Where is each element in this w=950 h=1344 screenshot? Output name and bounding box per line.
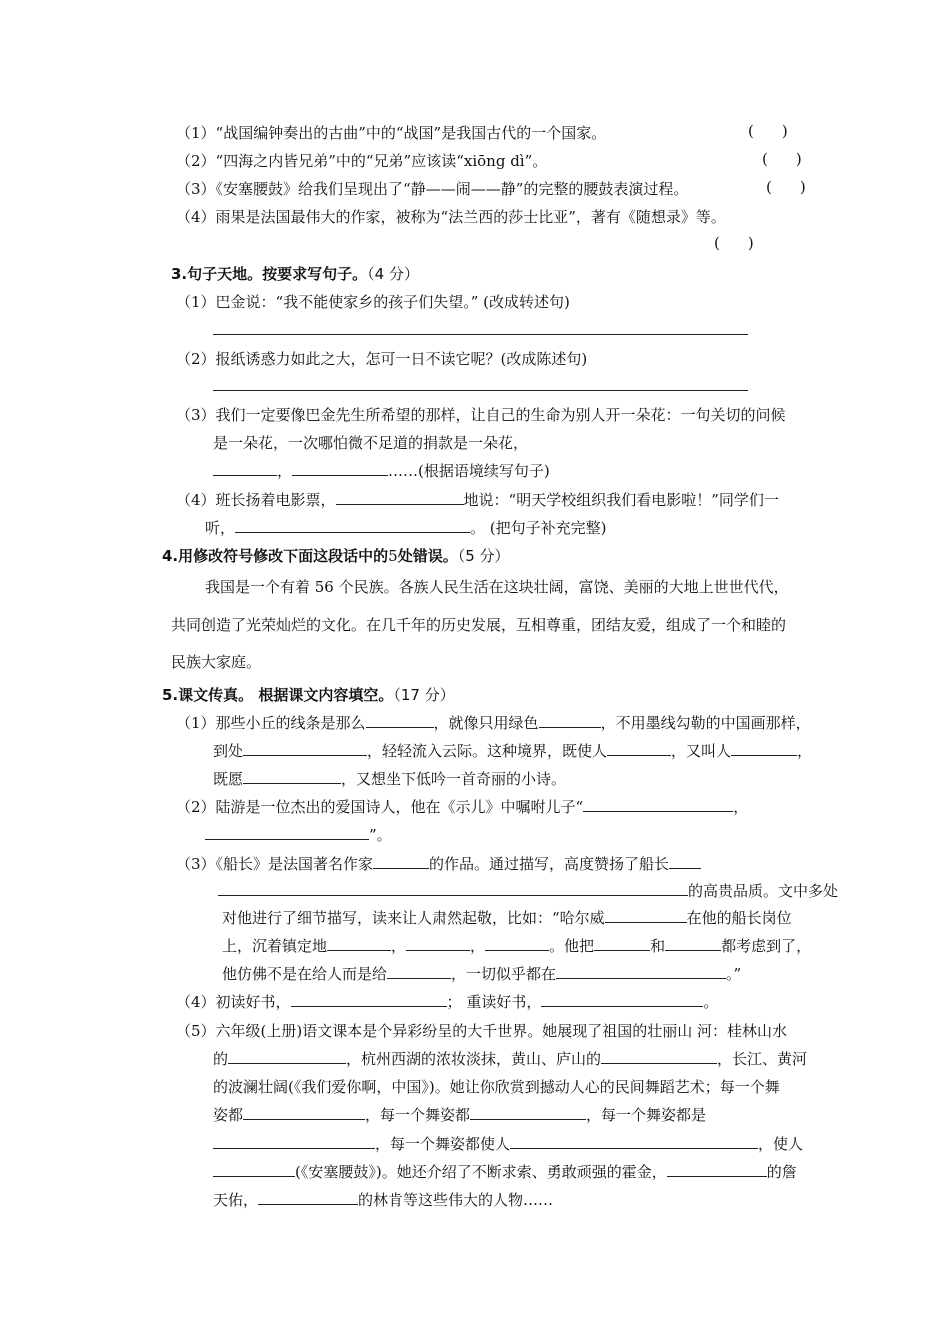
s5-question-5-line-6: (《安塞腰鼓》)。她还介绍了不断求索、勇敢顽强的霍金， 的詹 bbox=[213, 1161, 797, 1182]
blank[interactable] bbox=[258, 1190, 358, 1205]
s3-question-3: （3）我们一定要像巴金先生所希望的那样，让自己的生命为别人开一朵花：一句关切的问候 bbox=[176, 406, 786, 424]
s4-paragraph-line-3: 民族大家庭。 bbox=[171, 653, 262, 671]
blank[interactable] bbox=[213, 1162, 295, 1177]
judge-item-1: （1）“战国编钟奏出的古曲”中的“战国”是我国古代的一个国家。 bbox=[176, 124, 607, 142]
blank[interactable] bbox=[218, 881, 688, 896]
s5-question-1-line-3: 既愿 ，又想坐下低吟一首奇丽的小诗。 bbox=[213, 770, 567, 788]
blank[interactable] bbox=[336, 490, 464, 505]
s5-question-3-line-2: 的高贵品质。文中多处 bbox=[218, 880, 838, 901]
blank[interactable] bbox=[228, 1049, 346, 1064]
blank[interactable] bbox=[665, 936, 721, 951]
s4-paragraph-line-1: 我国是一个有着 56 个民族。各族人民生活在这块壮阔，富饶、美丽的大地上世世代代， bbox=[205, 578, 789, 596]
s5-question-5-line-2: 的 ，杭州西湖的浓妆淡抹，黄山、庐山的 ，长江、黄河 bbox=[213, 1050, 808, 1068]
s3-answer-line-2[interactable] bbox=[213, 390, 748, 391]
judge-answer-2[interactable]: ( ) bbox=[762, 150, 802, 168]
blank[interactable] bbox=[601, 1049, 717, 1064]
blank[interactable] bbox=[205, 825, 369, 840]
s5-question-3: （3）《船长》是法国著名作家 的作品。通过描写，高度赞扬了船长 bbox=[176, 853, 701, 874]
s3-question-2: （2）报纸诱惑力如此之大，怎可一日不读它呢？(改成陈述句) bbox=[176, 350, 588, 368]
s5-question-2-line-2: ”。 bbox=[205, 824, 392, 845]
s5-question-5-line-7: 天佑， 的林肯等这些伟大的人物…… bbox=[213, 1191, 554, 1209]
blank[interactable] bbox=[485, 936, 549, 951]
s5-question-3-line-3: 对他进行了细节描写，读来让人肃然起敬，比如：“哈尔威 在他的船长岗位 bbox=[222, 909, 792, 927]
section-5-heading: 5.课文传真。 根据课文内容填空。（17 分） bbox=[162, 686, 455, 704]
s5-question-5: （5）六年级(上册)语文课本是个异彩纷呈的大千世界。她展现了祖国的壮丽山 河：桂林山水 bbox=[176, 1022, 788, 1040]
section-4-heading: 4.用修改符号修改下面这段话中的5处错误。（5 分） bbox=[162, 547, 510, 565]
blank[interactable] bbox=[406, 936, 470, 951]
blank[interactable] bbox=[243, 1105, 365, 1120]
blank[interactable] bbox=[539, 713, 601, 728]
s5-question-3-line-4: 上，沉着镇定地 ， ， 。他把 和 都考虑到了， bbox=[222, 937, 812, 955]
section-3-heading: 3.句子天地。按要求写句子。（4 分） bbox=[171, 265, 419, 283]
s3-question-3-cont: 是一朵花，一次哪怕微不足道的捐款是一朵花， bbox=[213, 434, 529, 452]
blank[interactable] bbox=[556, 964, 726, 979]
judge-item-3: （3）《安塞腰鼓》给我们呈现出了“静——闹——静”的完整的腰鼓表演过程。 bbox=[176, 180, 689, 198]
judge-item-2: （2）“四海之内皆兄弟”中的“兄弟”应该读“xiōng dì”。 bbox=[176, 152, 548, 170]
s3-question-4-cont: 听， 。 (把句子补充完整) bbox=[205, 519, 607, 537]
blank[interactable] bbox=[292, 461, 388, 476]
judge-answer-4[interactable]: ( ) bbox=[714, 234, 754, 252]
blank[interactable] bbox=[605, 908, 687, 923]
blank[interactable] bbox=[541, 992, 703, 1007]
blank[interactable] bbox=[594, 936, 650, 951]
blank[interactable] bbox=[213, 461, 277, 476]
blank[interactable] bbox=[667, 1162, 767, 1177]
blank[interactable] bbox=[387, 964, 451, 979]
judge-item-4: （4）雨果是法国最伟大的作家，被称为“法兰西的莎士比亚”，著有《随想录》等。 bbox=[176, 208, 726, 226]
s5-question-3-line-5: 他仿佛不是在给人而是给 ，一切似乎都在 。” bbox=[222, 965, 742, 983]
blank[interactable] bbox=[213, 1134, 375, 1149]
s3-question-3-fill: ， ……(根据语境续写句子) bbox=[213, 460, 550, 481]
blank[interactable] bbox=[731, 741, 797, 756]
blank[interactable] bbox=[583, 797, 733, 812]
s5-question-2: （2）陆游是一位杰出的爱国诗人，他在《示儿》中嘱咐儿子“ ， bbox=[176, 798, 749, 816]
blank[interactable] bbox=[235, 518, 470, 533]
blank[interactable] bbox=[291, 992, 447, 1007]
blank[interactable] bbox=[243, 741, 367, 756]
s5-question-5-line-5: ，每一个舞姿都使人 ，使人 bbox=[213, 1133, 803, 1154]
blank[interactable] bbox=[470, 1105, 586, 1120]
s5-question-1: （1）那些小丘的线条是那么 ，就像只用绿色 ，不用墨线勾勒的中国画那样， bbox=[176, 714, 811, 732]
s5-question-5-line-4: 姿都 ，每一个舞姿都 ，每一个舞姿都是 bbox=[213, 1106, 707, 1124]
s3-question-1: （1）巴金说：“我不能使家乡的孩子们失望。” (改成转述句) bbox=[176, 293, 570, 311]
s3-answer-line-1[interactable] bbox=[213, 334, 748, 335]
s5-question-4: （4）初读好书， ； 重读好书， 。 bbox=[176, 993, 719, 1011]
blank[interactable] bbox=[243, 769, 341, 784]
s3-question-4: （4）班长扬着电影票， 地说：“明天学校组织我们看电影啦！”同学们一 bbox=[176, 491, 779, 509]
s5-question-1-line-2: 到处 ，轻轻流入云际。这种境界，既使人 ，又叫人 ， bbox=[213, 742, 813, 760]
s5-question-5-line-3: 的波澜壮阔(《我们爱你啊，中国》)。她让你欣赏到撼动人心的民间舞蹈艺术；每一个舞 bbox=[213, 1078, 780, 1096]
blank[interactable] bbox=[510, 1134, 758, 1149]
blank[interactable] bbox=[373, 854, 429, 869]
judge-answer-1[interactable]: ( ) bbox=[748, 122, 788, 140]
blank[interactable] bbox=[366, 713, 434, 728]
blank[interactable] bbox=[669, 854, 701, 869]
s4-paragraph-line-2: 共同创造了光荣灿烂的文化。在几千年的历史发展，互相尊重，团结友爱，组成了一个和睦的 bbox=[171, 616, 787, 634]
blank[interactable] bbox=[607, 741, 671, 756]
blank[interactable] bbox=[327, 936, 391, 951]
judge-answer-3[interactable]: ( ) bbox=[766, 178, 806, 196]
